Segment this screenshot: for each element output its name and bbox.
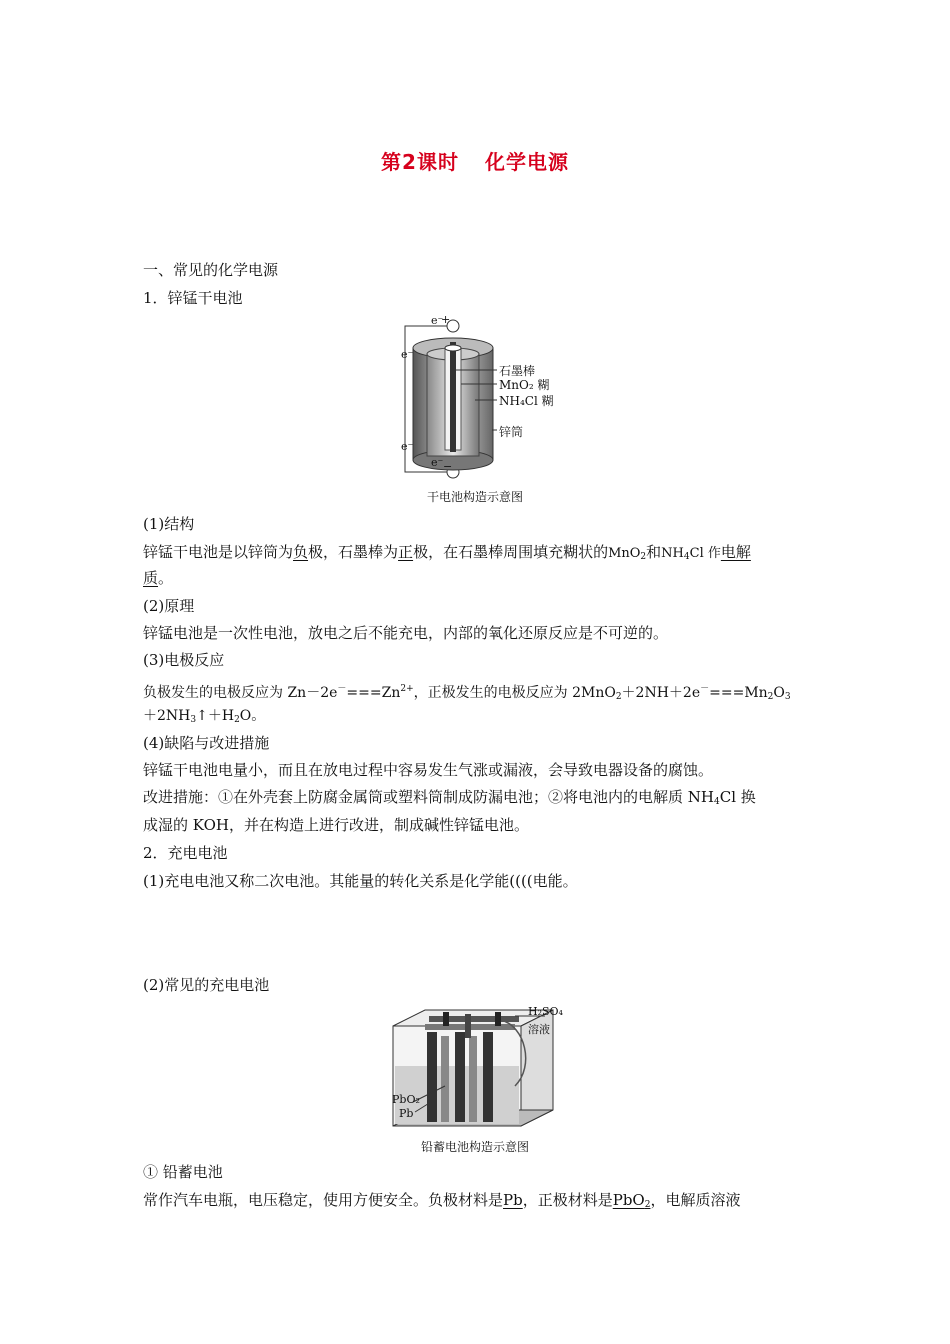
text: ，正极发生的电极反应为 2MnO — [413, 685, 616, 701]
subscript: 2 — [767, 692, 774, 702]
paragraph-secondary-battery: (1)充电电池又称二次电池。其能量的转化关系是化学能((((电能。 — [143, 872, 578, 890]
label-nh4cl: NH₄Cl 糊 — [499, 394, 554, 408]
section-heading: 一、常见的化学电源 — [143, 261, 279, 279]
minus-terminal-icon: − — [443, 460, 453, 473]
electron-label: e⁻ — [431, 314, 444, 327]
formula: Cl 作 — [689, 546, 721, 561]
text: 锌锰干电池是以锌筒为 — [143, 543, 294, 561]
formula: PbO — [612, 1191, 645, 1209]
page-title — [0, 146, 950, 175]
subscript: 2 — [234, 715, 240, 725]
paragraph-principle: 锌锰电池是一次性电池，放电之后不能充电，内部的氧化还原反应是不可逆的。 — [143, 624, 669, 642]
label-zinc-can: 锌筒 — [499, 425, 524, 439]
text: 和 — [646, 543, 662, 561]
paragraph-improvements — [143, 787, 815, 812]
subscript: 4 — [713, 797, 720, 807]
text: 极，在石墨棒周围填充糊状的 — [413, 543, 609, 561]
subscript: 3 — [190, 715, 197, 725]
formula: NH — [661, 546, 684, 561]
paragraph-heading: (4)缺陷与改进措施 — [143, 734, 270, 752]
superscript: － — [337, 684, 347, 694]
subscript: 3 — [784, 692, 791, 702]
text: ，正极材料是 — [522, 1191, 613, 1209]
answer-blank: 质 — [143, 569, 159, 587]
text: Cl 换 — [719, 788, 756, 806]
plus-terminal-icon: + — [441, 313, 451, 326]
paragraph-heading: (3)电极反应 — [143, 651, 225, 669]
electron-label: e⁻ — [401, 440, 414, 453]
figure-caption: 铅蓄电池构造示意图 — [420, 1140, 529, 1154]
subsection-heading-rechargeable: 2．充电电池 — [143, 844, 228, 862]
answer-blank: 正 — [398, 543, 414, 561]
superscript: － — [700, 684, 710, 694]
subscript: 2 — [640, 552, 647, 562]
title-topic: 化学电源 — [484, 150, 569, 174]
label-pb: Pb — [399, 1107, 414, 1120]
text: ＋2NH — [143, 708, 191, 724]
figure-caption: 干电池构造示意图 — [426, 490, 523, 504]
paragraph-electrode-reaction — [143, 679, 815, 707]
paragraph-structure — [143, 542, 815, 567]
paragraph-lead-acid — [143, 1190, 815, 1215]
paragraph-heading: ① 铅蓄电池 — [143, 1163, 223, 1181]
text: ↑＋H — [196, 708, 235, 724]
title-lesson: 第2课时 — [381, 150, 459, 174]
text: ===Zn — [346, 685, 401, 701]
paragraph-structure-cont — [143, 568, 815, 588]
subsection-heading-dry-cell: 1．锌锰干电池 — [143, 289, 243, 307]
paragraph-heading: (1)结构 — [143, 515, 195, 533]
text: 改进措施：①在外壳套上防腐金属筒或塑料筒制成防漏电池；②将电池内的电解质 NH — [143, 788, 714, 806]
text: 。 — [158, 569, 174, 587]
text: 极，石墨棒为 — [308, 543, 399, 561]
electron-label: e⁻ — [401, 348, 414, 361]
text: ，电解质溶液 — [650, 1191, 741, 1209]
paragraph-heading: (2)原理 — [143, 597, 195, 615]
paragraph-defects: 锌锰干电池电量小，而且在放电过程中容易发生气涨或漏液，会导致电器设备的腐蚀。 — [143, 761, 714, 779]
subscript: 2 — [615, 692, 622, 702]
answer-blank: Pb — [503, 1191, 523, 1209]
answer-blank: 负 — [293, 543, 309, 561]
superscript: 2+ — [400, 684, 414, 694]
label-solution: 溶液 — [528, 1023, 550, 1036]
text: O。 — [239, 708, 266, 724]
text: ===Mn — [709, 685, 768, 701]
text: ＋2NH＋2e — [621, 685, 701, 701]
label-h2so4: H₂SO₄ — [528, 1005, 563, 1018]
paragraph-electrode-reaction-cont — [143, 706, 815, 730]
paragraph-improvements-cont: 成湿的 KOH，并在构造上进行改进，制成碱性锌锰电池。 — [143, 816, 529, 834]
subscript: 2 — [644, 1200, 651, 1210]
text: 常作汽车电瓶，电压稳定，使用方便安全。负极材料是 — [143, 1191, 504, 1209]
label-graphite: 石墨棒 — [499, 364, 536, 378]
text: O — [773, 685, 785, 701]
label-mno2: MnO₂ 糊 — [499, 378, 550, 392]
paragraph-heading: (2)常见的充电电池 — [143, 976, 270, 994]
text: 负极发生的电极反应为 Zn－2e — [143, 685, 338, 701]
subscript: 4 — [683, 552, 690, 562]
answer-blank: 电解 — [720, 543, 751, 561]
electron-label: e⁻ — [431, 456, 444, 469]
answer-blank — [613, 1191, 651, 1209]
label-pbo2: PbO₂ — [392, 1093, 420, 1106]
formula: MnO — [608, 546, 641, 561]
